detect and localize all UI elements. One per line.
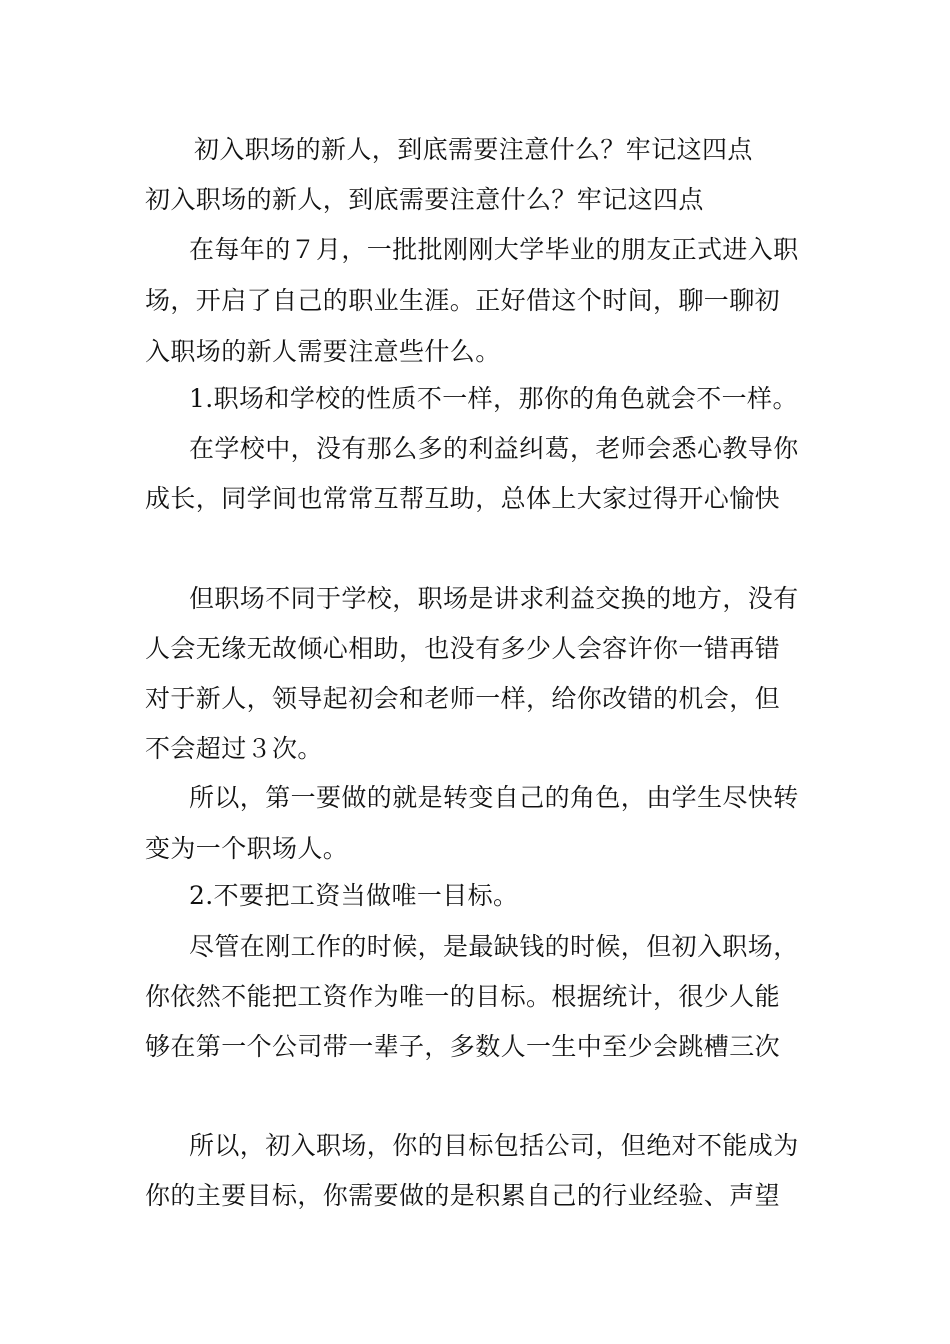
paragraph-line: 在学校中，没有那么多的利益纠葛，老师会悉心教导你 [189,434,799,463]
paragraph-line: 但职场不同于学校，职场是讲求利益交换的地方，没有 [189,584,799,613]
paragraph-line: 对于新人，领导起初会和老师一样，给你改错的机会，但 [145,684,781,713]
paragraph-line: 成长，同学间也常常互帮互助，总体上大家过得开心愉快 [145,484,781,513]
paragraph-line: 尽管在刚工作的时候，是最缺钱的时候，但初入职场， [189,932,799,961]
paragraph-line: 场，开启了自己的职业生涯。正好借这个时间，聊一聊初 [145,286,781,315]
paragraph-line: 在每年的７月，一批批刚刚大学毕业的朋友正式进入职 [189,235,799,264]
section-heading-2: 2.不要把工资当做唯一目标。 [189,881,519,910]
paragraph-line: 所以，初入职场，你的目标包括公司，但绝对不能成为 [189,1131,799,1160]
paragraph-line: 够在第一个公司带一辈子，多数人一生中至少会跳槽三次 [145,1032,781,1061]
paragraph-line: 你的主要目标，你需要做的是积累自己的行业经验、声望 [145,1181,781,1210]
page-title-repeat: 初入职场的新人，到底需要注意什么？牢记这四点 [145,185,704,214]
section-heading-1: 1.职场和学校的性质不一样，那你的角色就会不一样。 [189,384,798,413]
paragraph-line: 你依然不能把工资作为唯一的目标。根据统计，很少人能 [145,982,781,1011]
paragraph-line: 所以，第一要做的就是转变自己的角色，由学生尽快转 [189,783,799,812]
paragraph-line: 人会无缘无故倾心相助，也没有多少人会容许你一错再错 [145,634,781,663]
paragraph-line: 入职场的新人需要注意些什么。 [145,337,501,366]
page-title: 初入职场的新人，到底需要注意什么？牢记这四点 [194,135,753,164]
paragraph-line: 不会超过３次。 [145,734,323,763]
paragraph-line: 变为一个职场人。 [145,834,349,863]
